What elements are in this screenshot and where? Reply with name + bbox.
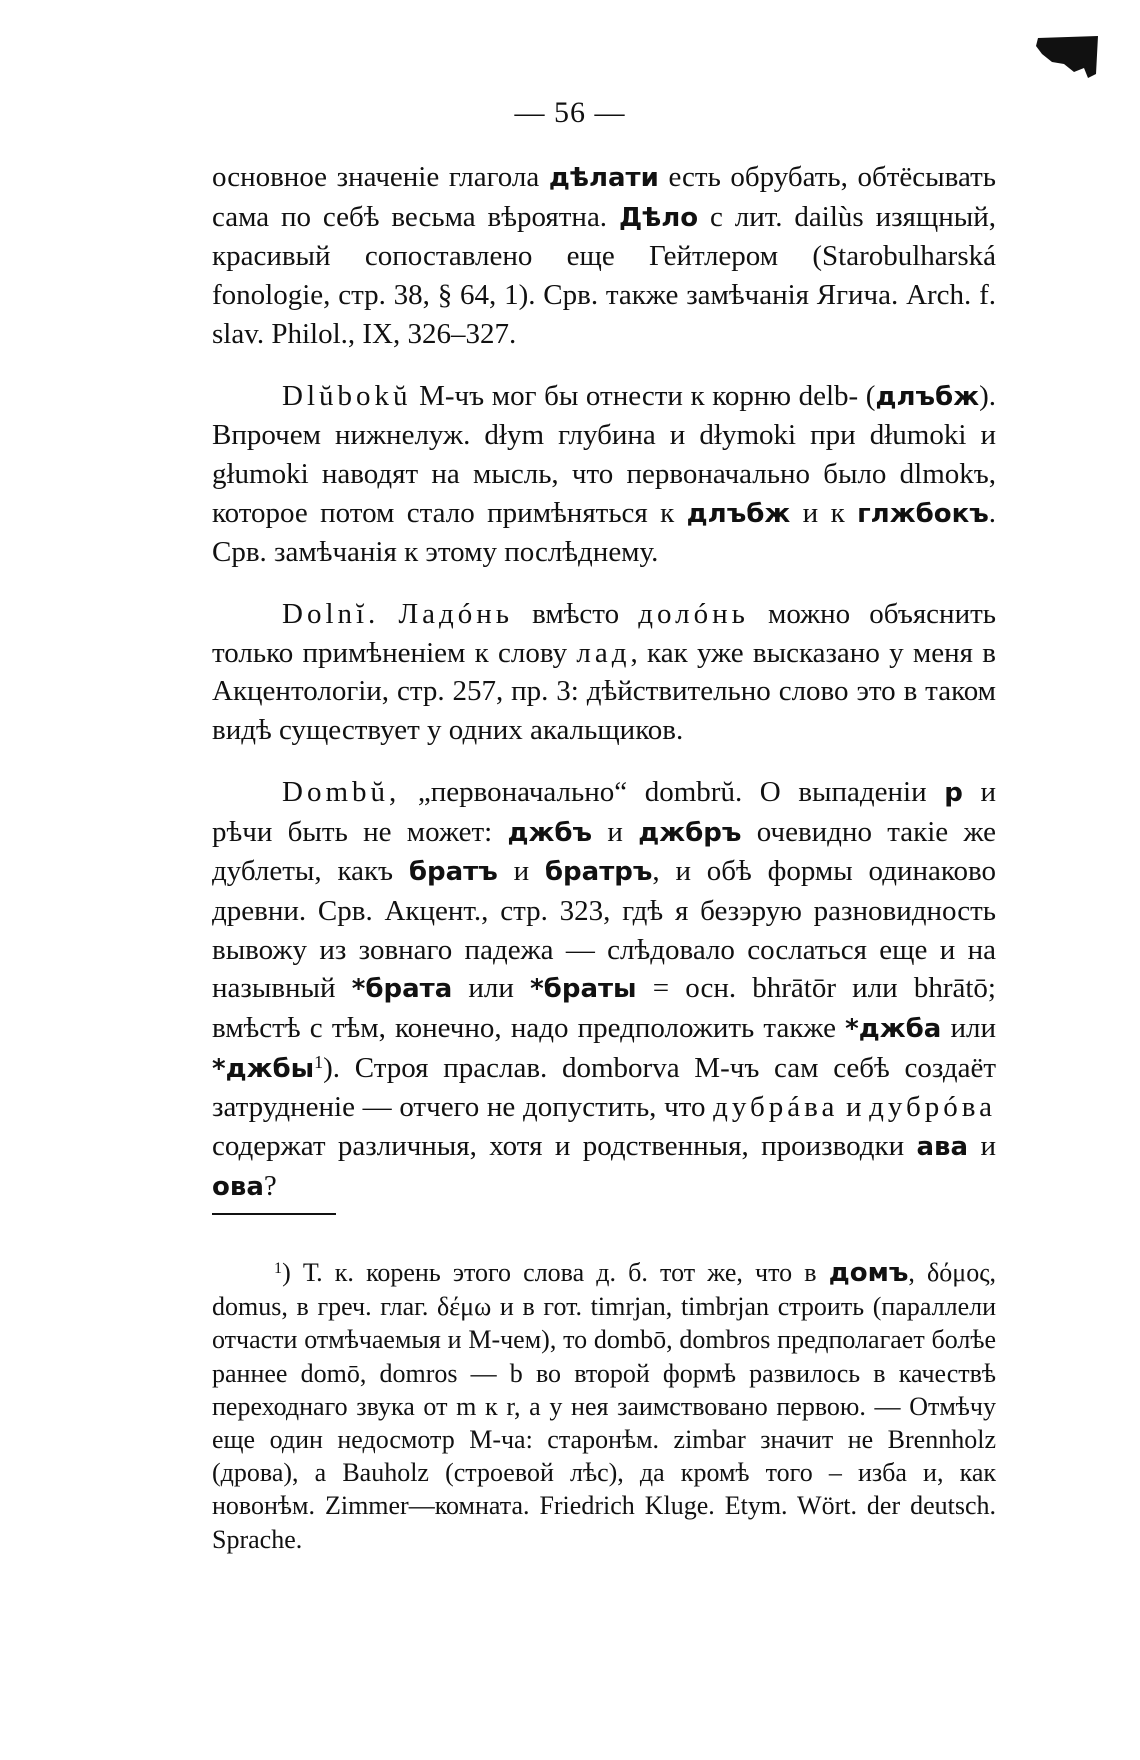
slavonic-word: *джбы: [212, 1053, 315, 1084]
spaced-word: Ладóнь: [398, 598, 513, 631]
entry-headword: Dombŭ,: [282, 775, 401, 808]
spaced-word: лад: [576, 636, 631, 669]
slavonic-word: р: [944, 777, 963, 808]
spaced-word: дубрóва: [869, 1091, 996, 1124]
spaced-word: дубрáва: [713, 1091, 839, 1124]
spaced-word: долóнь: [638, 598, 749, 631]
slavonic-word: *браты: [530, 974, 637, 1005]
main-text: [212, 158, 996, 1230]
slavonic-word: длъбж: [686, 498, 791, 529]
entry-headword: Dolnĭ.: [282, 598, 380, 631]
slavonic-word: длъбж: [875, 381, 980, 412]
paragraph-dlubokŭ: Dlŭbokŭ М-чъ мог бы отнести к корню delb- (длъбж). Впрочем нижнелуж. dłym глубина и dłymoki при dłumoki и głumoki наводят на мысль, что первоначально было dlmokъ, которое потом стало примѣняться к длъбж и к глжбокъ. Срв. замѣчанія к этому послѣднему.: [212, 379, 997, 569]
footnote: [212, 1256, 996, 1556]
slavonic-word: джбъ: [507, 817, 593, 848]
footnote-reference[interactable]: 1: [314, 1051, 324, 1072]
entry-headword: Dlŭbokŭ: [282, 379, 412, 412]
slavonic-word: домъ: [828, 1258, 909, 1288]
slavonic-word: Дѣло: [618, 202, 699, 233]
slavonic-word: *джба: [845, 1014, 942, 1045]
footnote-text: $^1$) Т. к. корень этого слова д. б. тот же, что в домъ, δόμος, domus, в греч. глаг. δέμω и в гот. timrjan, timbrjan строить (параллели отчасти отмѣчаемыя и М-чем), то dombō, dombros предполагает болѣе раннее domō, domros — b во второй формѣ развилось в качествѣ переходнаго звука от m к r, а у нея заимствовано первою. — Отмѣчу еще один недосмотр М-ча: старонѣм. zimbar значит не Brennholz (дрова), а Bauholz (строевой лѣс), да кромѣ того – изба и, как новонѣм. Zimmer—комната. Friedrich Kluge. Etym. Wört. der deutsch. Sprache.: [212, 1258, 996, 1554]
slavonic-word: *брата: [351, 974, 453, 1005]
slavonic-word: ова: [212, 1171, 264, 1202]
slavonic-word: глжбокъ: [857, 498, 989, 529]
slavonic-word: ава: [916, 1132, 969, 1163]
footnote-divider: [212, 1213, 336, 1215]
slavonic-word: джбръ: [638, 817, 742, 848]
slavonic-word: дѣлати: [548, 163, 659, 193]
paragraph-1: основное значеніе глагола дѣлати есть обрубать, обтёсывать сама по себѣ весьма вѣроятна. Дѣло с лит. dailùs изящный, красивый сопоставлено еще Гейтлером (Starobulharská fonologie, стр. 38, § 64, 1). Срв. также замѣчанія Ягича. Arch. f. slav. Philol., IX, 326–327.: [212, 161, 996, 350]
slavonic-word: братръ: [544, 857, 653, 888]
footnote-marker: 1: [274, 1259, 283, 1277]
slavonic-word: братъ: [408, 857, 498, 888]
paragraph-dolni: Dolnĭ. Ладóнь вмѣсто долóнь можно объяснить только примѣненіем к слову лад, как уже высказано у меня в Акцентологіи, стр. 257, пр. 3: дѣйствительно слово это в таком видѣ существует у одних акальщиков.: [212, 598, 996, 747]
paragraph-dombu: Dombŭ, „первоначально“ dombrŭ. О выпаденіи р и рѣчи быть не может: джбъ и джбръ очевидно такіе же дублеты, какъ братъ и братръ, и обѣ формы одинаково древни. Срв. Акцент., стр. 323, гдѣ я безэрую разновидность вывожу из зовнаго падежа — слѣдовало сослаться еще и на назывный *брата или *браты = осн. bhrātōr или bhrātō; вмѣстѣ с тѣм, конечно, надо предположить также *джба или *джбы$^1$). Строя праслав. domborva М-чъ сам себѣ создаёт затрудненіе — отчего не допустить, что дубрáва и дубрóва содержат различныя, хотя и родственныя, производки ава и ова?: [212, 775, 997, 1202]
ink-blot-decoration: [1034, 34, 1100, 78]
page-number: — 56 —: [514, 96, 626, 129]
